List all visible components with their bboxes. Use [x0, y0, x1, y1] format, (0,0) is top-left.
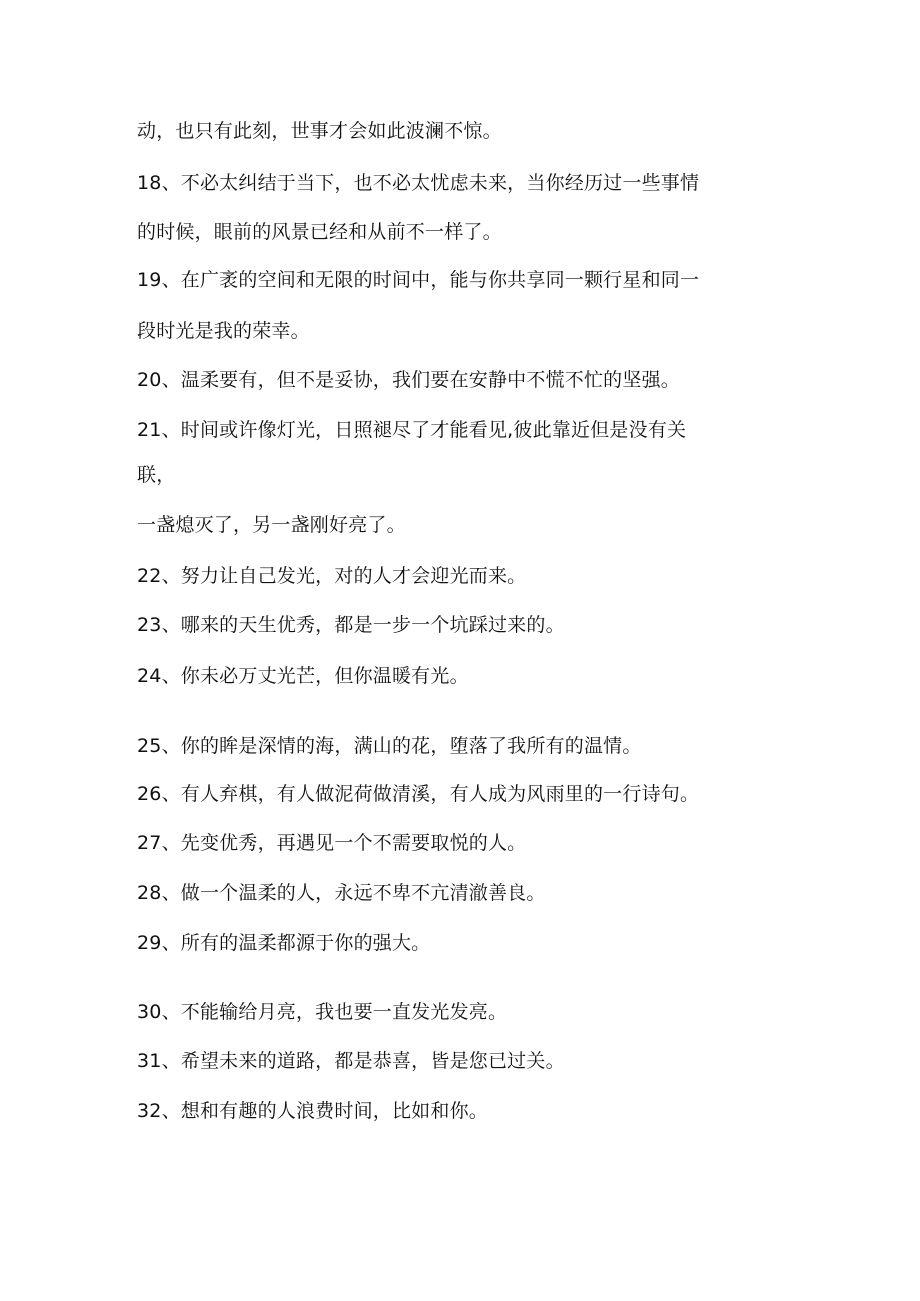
text-line: 动，也只有此刻，世事才会如此波澜不惊。 — [137, 120, 502, 142]
text-line: 22、努力让自己发光，对的人才会迎光而来。 — [137, 565, 527, 587]
text-line: 32、想和有趣的人浪费时间，比如和你。 — [137, 1100, 488, 1122]
text-line: 的时候，眼前的风景已经和从前不一样了。 — [137, 221, 502, 243]
text-line: 27、先变优秀，再遇见一个不需要取悦的人。 — [137, 832, 527, 854]
text-line: 25、你的眸是深情的海，满山的花，堕落了我所有的温情。 — [137, 735, 642, 757]
text-line: 19、在广袤的空间和无限的时间中，能与你共享同一颗行星和同一 — [137, 269, 700, 291]
text-line: 24、你未必万丈光芒，但你温暖有光。 — [137, 665, 469, 687]
text-line: 21、时间或许像灯光，日照褪尽了才能看见,彼此靠近但是没有关 — [137, 419, 687, 441]
text-line: 28、做一个温柔的人，永远不卑不亢清澈善良。 — [137, 882, 546, 904]
text-line: 30、不能输给月亮，我也要一直发光发亮。 — [137, 1001, 508, 1023]
text-line: 29、所有的温柔都源于你的强大。 — [137, 932, 431, 954]
text-line: 段时光是我的荣幸。 — [137, 320, 310, 342]
text-line: 23、哪来的天生优秀，都是一步一个坑踩过来的。 — [137, 614, 565, 636]
text-line: 联， — [137, 464, 176, 486]
text-line: 31、希望未来的道路，都是恭喜，皆是您已过关。 — [137, 1050, 565, 1072]
text-line: 26、有人弃棋，有人做泥荷做清溪，有人成为风雨里的一行诗句。 — [137, 783, 700, 805]
text-line: 20、温柔要有，但不是妥协，我们要在安静中不慌不忙的坚强。 — [137, 369, 680, 391]
text-line: 一盏熄灭了，另一盏刚好亮了。 — [137, 514, 406, 536]
text-line: 18、不必太纠结于当下，也不必太忧虑未来，当你经历过一些事情 — [137, 172, 700, 194]
